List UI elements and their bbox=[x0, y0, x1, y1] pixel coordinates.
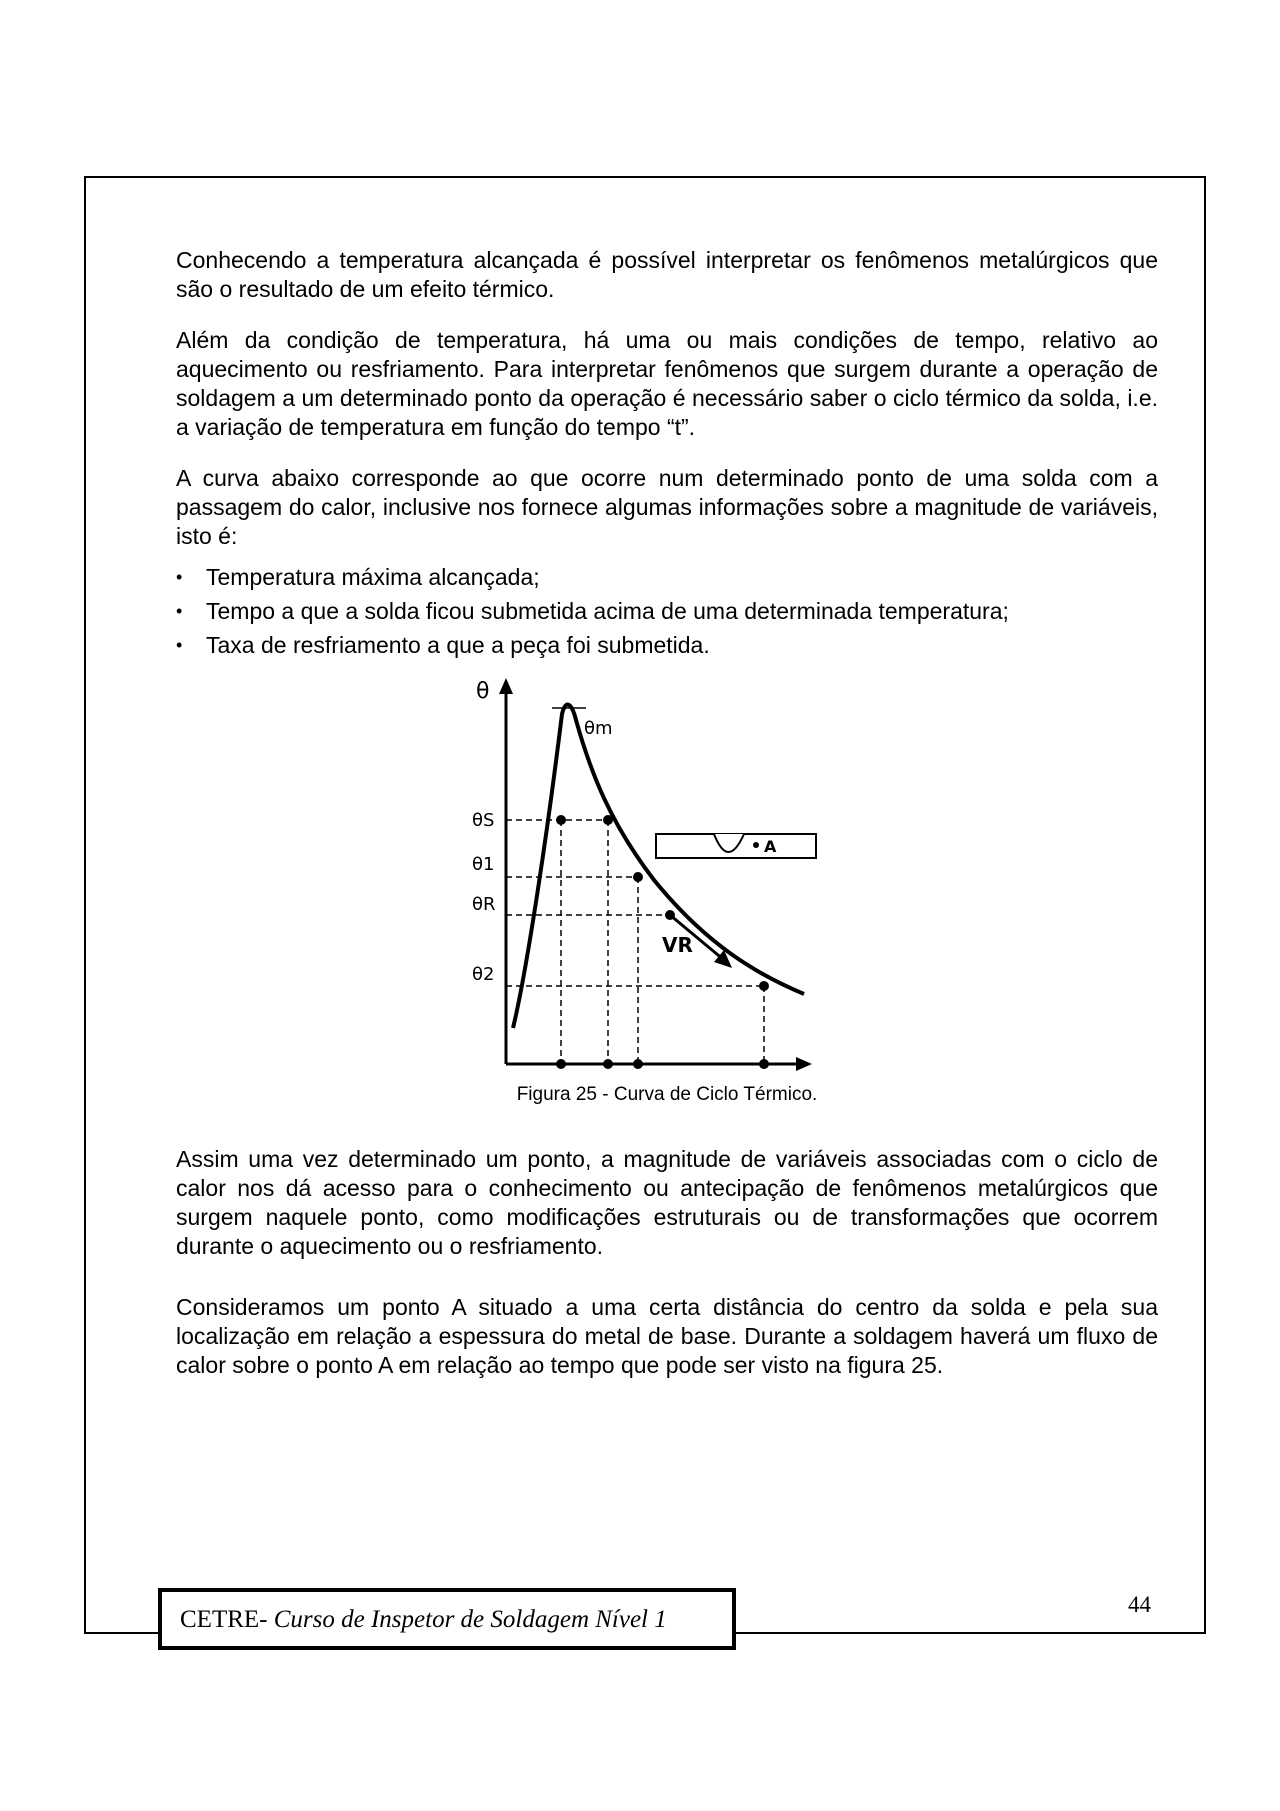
y-axis-label: θ bbox=[476, 679, 490, 704]
theta-s-label: θS bbox=[472, 810, 495, 831]
theta-1-label: θ1 bbox=[472, 854, 495, 875]
x-axis-arrow bbox=[796, 1057, 812, 1071]
figure-caption: Figura 25 - Curva de Ciclo Térmico. bbox=[516, 1084, 818, 1105]
paragraph-2: Além da condição de temperatura, há uma ou mais condições de tempo, relativo ao aquecimento ou resfriamento. Para interpretar fenômenos que surgem durante a operação de soldagem a um determinado ponto da operação é necessário saber o ciclo térmico da solda, i.e. a variação de temperatura em função do tempo “t”. bbox=[176, 327, 1158, 440]
vr-label: VR bbox=[662, 933, 693, 957]
theta-r-label: θR bbox=[472, 894, 496, 915]
footer-course: Curso de Inspetor de Soldagem Nível 1 bbox=[267, 1606, 667, 1633]
paragraph-3: A curva abaixo corresponde ao que ocorre num determinado ponto de uma solda com a passagem do calor, inclusive nos fornece algumas informações sobre a magnitude de variáveis, isto é: bbox=[176, 465, 1158, 549]
page-number: 44 bbox=[1128, 1592, 1151, 1617]
paragraph-1: Conhecendo a temperatura alcançada é possível interpretar os fenômenos metalúrgicos que são o resultado de um efeito térmico. bbox=[176, 247, 1158, 302]
list-item: • Tempo a que a solda ficou submetida acima de uma determinada temperatura; bbox=[176, 597, 1158, 626]
footer-org: CETRE- bbox=[180, 1606, 268, 1633]
paragraph-4: Assim uma vez determinado um ponto, a magnitude de variáveis associadas com o ciclo de calor nos dá acesso para o conhecimento ou antecipação de fenômenos metalúrgicos que surgem naquele ponto, como modificações estruturais ou de transformações que ocorrem durante o aquecimento ou o resfriamento. bbox=[176, 1146, 1158, 1259]
list-item: • Taxa de resfriamento a que a peça foi submetida. bbox=[176, 631, 1158, 660]
paragraph-5: Consideramos um ponto A situado a uma certa distância do centro da solda e pela sua localização em relação a espessura do metal de base. Durante a soldagem haverá um fluxo de calor sobre o ponto A em relação ao tempo que pode ser visto na figura 25. bbox=[176, 1294, 1158, 1378]
weld-plate-inset bbox=[656, 834, 816, 858]
page-content bbox=[176, 246, 1158, 1402]
theta-2-label: θ2 bbox=[472, 964, 495, 985]
y-axis-arrow bbox=[499, 678, 513, 694]
thermal-cycle-chart bbox=[466, 674, 866, 1074]
theta-m-label: θm bbox=[584, 718, 613, 739]
point-a-label: A bbox=[764, 837, 777, 856]
variables-list bbox=[176, 563, 1158, 660]
footer-course-box bbox=[158, 1588, 736, 1650]
thermal-cycle-figure bbox=[176, 674, 1158, 1074]
thermal-curve bbox=[513, 705, 804, 1028]
list-item: • Temperatura máxima alcançada; bbox=[176, 563, 1158, 592]
